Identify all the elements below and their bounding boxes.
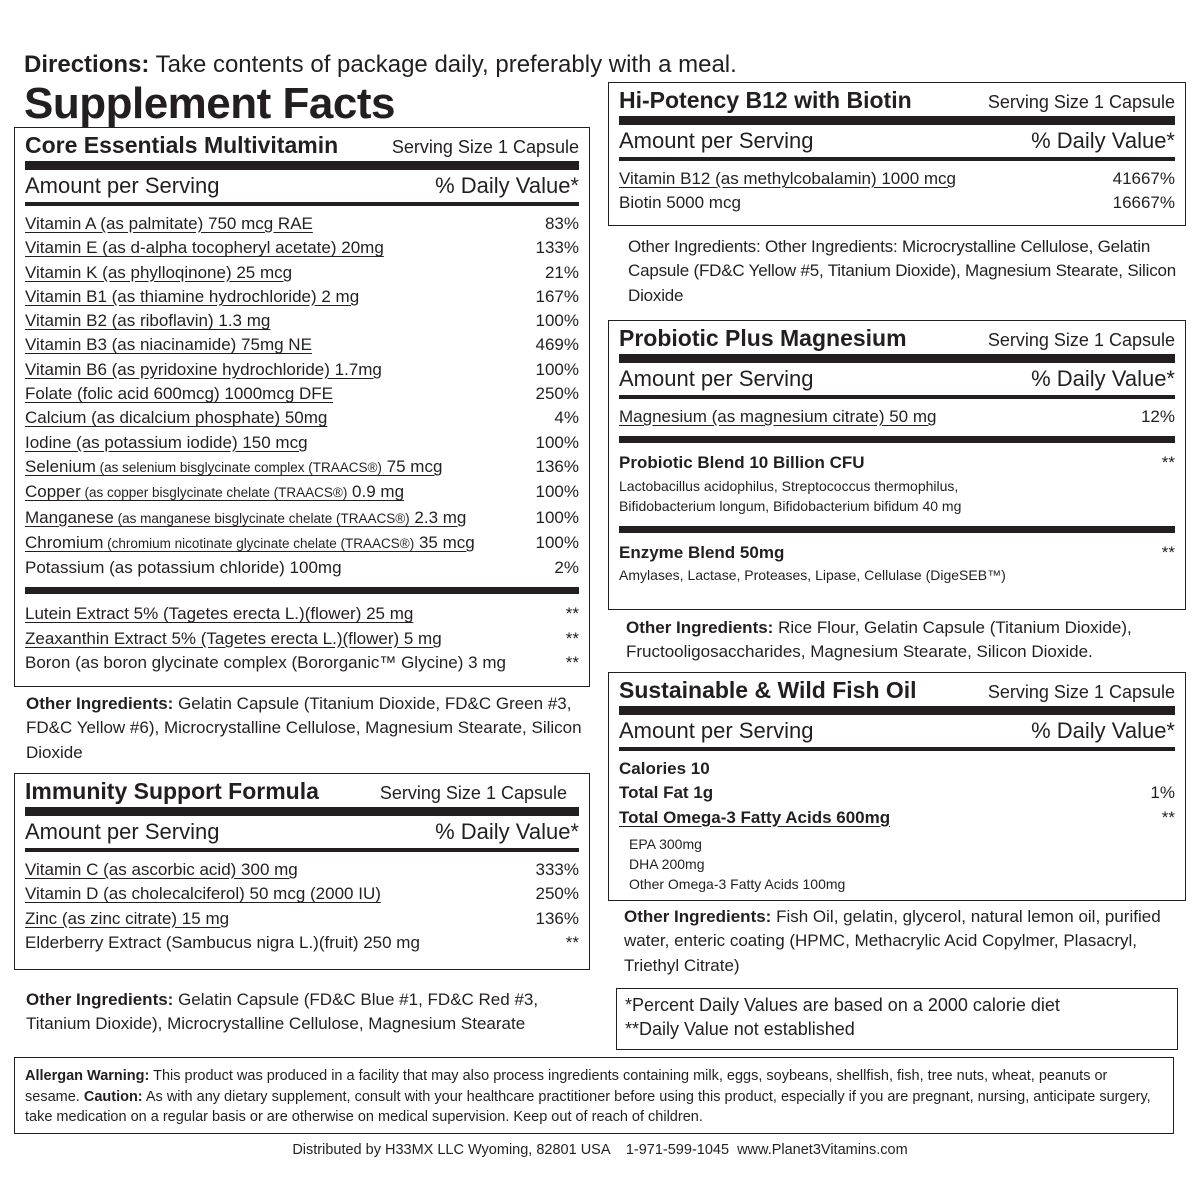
nutrient-row <box>25 651 579 675</box>
nutrient-row <box>25 602 579 626</box>
nutrient-list <box>25 212 579 455</box>
daily-value-footnote <box>616 988 1178 1050</box>
omega-sub-item: Other Omega-3 Fatty Acids 100mg <box>629 875 846 892</box>
daily-value-label: % Daily Value* <box>1031 366 1175 391</box>
nutrient-label: Zeaxanthin Extract 5% (Tagetes erecta L.)(flower) 5 mg <box>25 628 442 648</box>
nutrient-dv: ** <box>565 653 579 673</box>
panel-title: Sustainable & Wild Fish Oil <box>619 677 917 703</box>
nutrient-dv: 2% <box>554 558 579 578</box>
nutrient-row <box>25 556 579 580</box>
amount-per-serving-label: Amount per Serving <box>25 173 220 198</box>
nutrient-label: Lutein Extract 5% (Tagetes erecta L.)(flower) 25 mg <box>25 604 414 624</box>
nutrient-label: Biotin 5000 mcg <box>619 193 741 213</box>
distributor-info: Distributed by H33MX LLC Wyoming, 82801 USA 1-971-599-1045 www.Planet3Vitamins.com <box>292 1142 908 1158</box>
mineral-row <box>25 480 579 505</box>
other-ingredients-text: Other Ingredients: Other Ingredients: Microcrystalline Cellulose, Gelatin Capsule (FD&C Yellow #5, Titanium Dioxide), Magnesium Stearate, Silicon Dioxide <box>628 237 1177 305</box>
mineral-amount: 75 mcg <box>381 456 443 476</box>
blend-title: Probiotic Blend 10 Billion CFU <box>619 453 865 473</box>
nutrient-label: Calcium (as dicalcium phosphate) 50mg <box>25 408 328 428</box>
amount-per-serving-label: Amount per Serving <box>25 819 220 844</box>
nutrient-row <box>25 309 579 333</box>
directions-text: Take contents of package daily, preferably with a meal. <box>149 51 737 78</box>
nutrient-label: Vitamin D (as cholecalciferol) 50 mcg (2000 IU) <box>25 884 381 904</box>
page-title: Supplement Facts <box>24 79 395 128</box>
mineral-detail: (as selenium bisglycinate complex (TRAACS®) <box>95 459 382 475</box>
blend-row <box>619 451 1175 475</box>
amount-header-row <box>25 816 579 852</box>
caution-text: As with any dietary supplement, consult with your healthcare practitioner before using this product, especially if you are pregnant, nursing, anticipate surgery, take medication on a regular basis or are otherwise on medical supervision. Keep out of reach of children. <box>25 1088 1151 1125</box>
divider <box>25 587 579 594</box>
nutrient-dv: 16667% <box>1112 193 1175 213</box>
nutrient-row <box>25 333 579 357</box>
daily-value-label: % Daily Value* <box>1031 128 1175 153</box>
fish-oil-other-ingredients <box>624 905 1176 978</box>
nutrient-label: Vitamin A (as palmitate) 750 mcg RAE <box>25 214 313 233</box>
nutrient-row <box>619 167 1175 191</box>
omega-row <box>619 806 1175 830</box>
daily-value-label: % Daily Value* <box>435 173 579 198</box>
nutrient-dv: 100% <box>535 432 579 452</box>
mineral-detail: (as manganese bisglycinate chelate (TRAACS®) <box>113 510 410 526</box>
nutrient-dv: 100% <box>535 532 579 552</box>
allergen-label: Allergan Warning: <box>25 1068 150 1084</box>
amount-header-row <box>25 170 579 206</box>
directions-line <box>24 50 737 80</box>
omega-sub-item: EPA 300mg <box>629 835 702 852</box>
other-ingredients-text: Gelatin Capsule (Titanium Dioxide, FD&C Green #3, FD&C Yellow #6), Microcrystalline Cellulose, Magnesium Stearate, Silicon Dioxide <box>26 694 582 762</box>
serving-size: Serving Size 1 Capsule <box>987 92 1175 112</box>
probiotic-other-ingredients <box>626 616 1186 665</box>
panel-header <box>25 774 579 816</box>
blend-ingredients: Lactobacillus acidophilus, Streptococcus thermophilus, Bifidobacterium longum, Bifidobacterium bifidum 40 mg <box>619 477 962 514</box>
amount-header-row <box>619 125 1175 161</box>
serving-size: Serving Size 1 Capsule <box>391 137 579 157</box>
nutrient-row <box>619 191 1175 215</box>
nutrient-dv: 12% <box>1140 407 1175 426</box>
mineral-label <box>25 480 404 505</box>
enzyme-ingredients: Amylases, Lactase, Proteases, Lipase, Cellulase (DigeSEB™) <box>619 566 1006 583</box>
nutrient-dv: 136% <box>535 456 579 476</box>
nutrient-label: Magnesium (as magnesium citrate) 50 mg <box>619 407 937 426</box>
panel-header <box>25 128 579 170</box>
nutrient-row <box>25 907 579 931</box>
mineral-amount: 0.9 mg <box>347 482 405 502</box>
nutrient-label: Vitamin B2 (as riboflavin) 1.3 mg <box>25 311 271 331</box>
nutrient-dv: 167% <box>535 286 579 306</box>
nutrient-label: Vitamin B12 (as methylcobalamin) 1000 mcg <box>619 169 957 188</box>
amount-header-row <box>619 715 1175 751</box>
allergen-warning <box>14 1057 1174 1134</box>
directions-label: Directions: <box>24 51 150 78</box>
mineral-amount: 35 mcg <box>414 532 475 552</box>
amount-per-serving-label: Amount per Serving <box>619 128 814 153</box>
daily-value-label: % Daily Value* <box>1031 718 1175 743</box>
mineral-list <box>25 455 579 556</box>
nutrient-row <box>25 627 579 651</box>
other-ingredients-text: Gelatin Capsule (FD&C Blue #1, FD&C Red #3, Titanium Dioxide), Microcrystalline Cellulose, Magnesium Stearate <box>26 990 539 1034</box>
other-ingredients-label: Other Ingredients: <box>26 990 174 1009</box>
nutrient-label: Vitamin B6 (as pyridoxine hydrochloride) 1.7mg <box>25 359 382 379</box>
mineral-detail: (chromium nicotinate glycinate chelate (TRAACS®) <box>103 535 415 551</box>
b12-other-ingredients <box>628 235 1194 308</box>
nutrient-dv: 4% <box>554 408 579 428</box>
nutrient-dv: 100% <box>535 482 579 502</box>
nutrient-label: Elderberry Extract (Sambucus nigra L.)(fruit) 250 mg <box>25 932 420 952</box>
nutrient-dv: 100% <box>535 507 579 527</box>
nutrient-label: Boron (as boron glycinate complex (Bororganic™ Glycine) 3 mg <box>25 653 506 673</box>
nutrient-row <box>25 261 579 285</box>
nutrient-label: Potassium (as potassium chloride) 100mg <box>25 558 342 578</box>
nutrient-dv: 333% <box>535 860 579 879</box>
allergen-text: This product was produced in a facility that may also process ingredients containing milk, eggs, soybeans, shellfish, fish, tree nuts, wheat, peanuts or sesame. <box>25 1068 1108 1105</box>
panel-title: Hi-Potency B12 with Biotin <box>619 87 912 113</box>
nutrient-dv: 250% <box>535 884 579 904</box>
nutrient-dv: 469% <box>535 335 579 355</box>
nutrient-dv: 41667% <box>1112 169 1175 188</box>
panel-title: Probiotic Plus Magnesium <box>619 325 907 351</box>
other-ingredients-label: Other Ingredients: <box>626 618 774 637</box>
divider <box>619 436 1175 443</box>
extract-list <box>25 602 579 675</box>
enzyme-dv: ** <box>1161 542 1175 562</box>
panel-header <box>619 673 1175 715</box>
nutrient-label: Vitamin K (as phylloqinone) 25 mcg <box>25 262 293 282</box>
nutrient-dv: 100% <box>535 311 579 331</box>
mineral-amount: 2.3 mg <box>409 507 467 527</box>
omega-sub-item: DHA 200mg <box>629 855 705 872</box>
enzyme-row <box>619 541 1175 565</box>
nutrient-row <box>25 931 579 955</box>
total-fat-dv: 1% <box>1150 783 1175 803</box>
amount-header-row <box>619 363 1175 399</box>
nutrient-dv: ** <box>565 604 579 624</box>
nutrient-list <box>619 167 1175 216</box>
nutrient-dv: 21% <box>544 262 579 282</box>
nutrient-row <box>25 285 579 309</box>
enzyme-title: Enzyme Blend 50mg <box>619 542 785 562</box>
total-fat-row <box>619 781 1175 805</box>
divider <box>619 526 1175 533</box>
immunity-panel <box>14 773 590 970</box>
nutrient-label: Zinc (as zinc citrate) 15 mg <box>25 908 230 928</box>
mineral-row <box>25 531 579 556</box>
omega-dv: ** <box>1161 807 1175 827</box>
mineral-label <box>25 455 442 480</box>
core-multivitamin-panel <box>14 127 590 687</box>
nutrient-label: Vitamin B3 (as niacinamide) 75mg NE <box>25 335 312 355</box>
daily-value-label: % Daily Value* <box>435 819 579 844</box>
serving-size: Serving Size 1 Capsule <box>987 330 1175 350</box>
omega-label: Total Omega-3 Fatty Acids 600mg <box>619 807 891 827</box>
panel-title: Core Essentials Multivitamin <box>25 132 339 158</box>
mineral-label <box>25 506 466 531</box>
total-fat-label: Total Fat 1g <box>619 783 714 803</box>
nutrient-row <box>25 358 579 382</box>
nutrient-dv: 100% <box>535 359 579 379</box>
mineral-detail: (as copper bisglycinate chelate (TRAACS®) <box>80 485 348 501</box>
mineral-name: Manganese <box>25 507 114 527</box>
other-ingredients-text: Rice Flour, Gelatin Capsule (Titanium Dioxide), Fructooligosaccharides, Magnesium Stearate, Silicon Dioxide. <box>626 618 1132 662</box>
nutrient-dv: ** <box>565 628 579 648</box>
other-ingredients-text: Fish Oil, gelatin, glycerol, natural lemon oil, purified water, enteric coating (HPMC, Methacrylic Acid Copylmer, Plasacryl, Triethyl Citrate) <box>624 907 1161 975</box>
calories-label: Calories 10 <box>619 759 710 778</box>
mineral-row <box>25 455 579 480</box>
nutrient-label: Vitamin E (as d-alpha tocopheryl acetate) 20mg <box>25 238 384 258</box>
nutrient-row <box>25 406 579 430</box>
blend-dv: ** <box>1161 453 1175 473</box>
nutrient-label: Iodine (as potassium iodide) 150 mcg <box>25 432 308 452</box>
other-ingredients-label: Other Ingredients: <box>624 907 772 926</box>
mineral-row <box>25 506 579 531</box>
mineral-name: Chromium <box>25 532 104 552</box>
probiotic-panel <box>608 320 1186 610</box>
nutrient-row <box>619 405 1175 429</box>
mineral-name: Copper <box>25 482 81 502</box>
fish-oil-panel <box>608 672 1186 901</box>
nutrient-row <box>25 882 579 906</box>
nutrient-row <box>25 382 579 406</box>
nutrient-label: Vitamin C (as ascorbic acid) 300 mg <box>25 860 298 879</box>
nutrient-dv: 133% <box>535 238 579 258</box>
nutrient-label: Folate (folic acid 600mcg) 1000mcg DFE <box>25 384 334 404</box>
nutrient-dv: 250% <box>535 384 579 404</box>
calories-row <box>619 757 1175 781</box>
nutrient-dv: ** <box>565 932 579 952</box>
nutrient-list <box>25 858 579 955</box>
core-other-ingredients <box>26 692 588 765</box>
amount-per-serving-label: Amount per Serving <box>619 366 814 391</box>
nutrient-row <box>25 858 579 882</box>
nutrient-row <box>25 431 579 455</box>
nutrient-label: Vitamin B1 (as thiamine hydrochloride) 2 mg <box>25 286 360 306</box>
other-ingredients-label: Other Ingredients: <box>26 694 174 713</box>
mineral-name: Selenium <box>25 456 96 476</box>
amount-per-serving-label: Amount per Serving <box>619 718 814 743</box>
immunity-other-ingredients <box>26 988 588 1037</box>
serving-size: Serving Size 1 Capsule <box>987 682 1175 702</box>
b12-panel <box>608 82 1186 226</box>
footnote-line: *Percent Daily Values are based on a 2000 calorie diet <box>625 995 1060 1015</box>
nutrient-row <box>25 236 579 260</box>
nutrient-dv: 136% <box>535 908 579 928</box>
serving-size: Serving Size 1 Capsule <box>379 783 567 803</box>
panel-header <box>619 321 1175 363</box>
mineral-label <box>25 531 475 556</box>
footnote-line: **Daily Value not established <box>625 1019 855 1039</box>
caution-label: Caution: <box>83 1088 143 1105</box>
nutrient-row <box>25 212 579 236</box>
nutrient-dv: 83% <box>544 214 579 233</box>
panel-header <box>619 83 1175 125</box>
panel-title: Immunity Support Formula <box>25 778 319 804</box>
